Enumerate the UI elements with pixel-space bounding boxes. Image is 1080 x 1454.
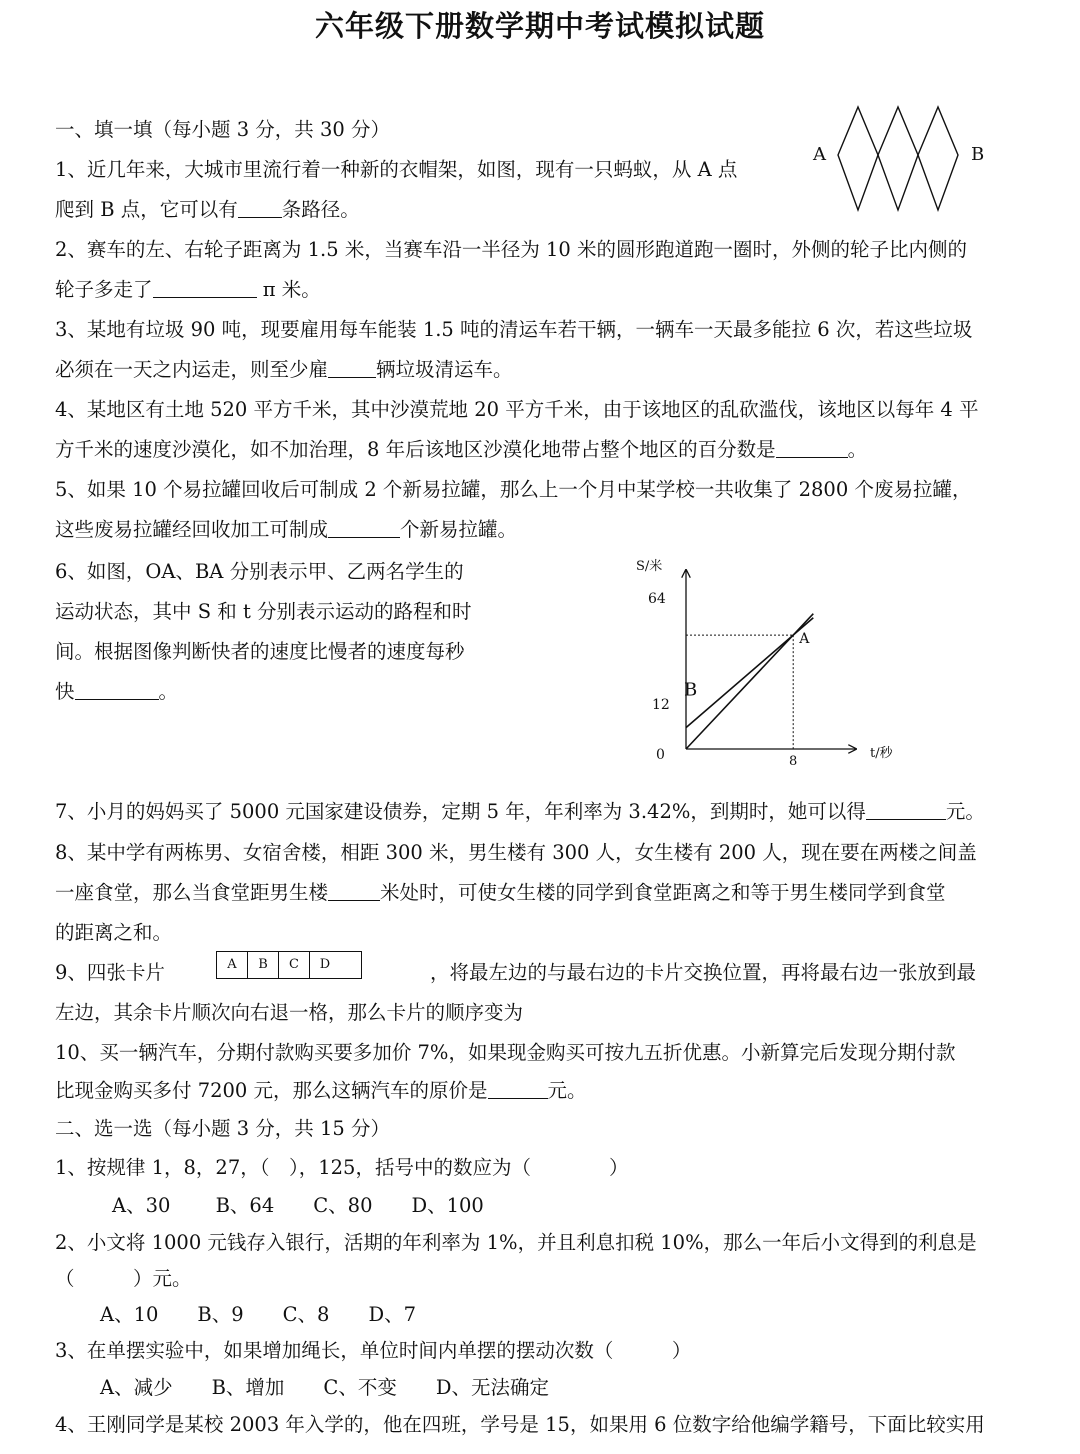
answer-blank[interactable] [153, 277, 257, 298]
choice-q1-line1: 1、按规律 1，8，27，（ ），125，括号中的数应为（ ） [55, 1156, 629, 1179]
q1-line1: 1、近几年来，大城市里流行着一种新的衣帽架，如图，现有一只蚂蚁，从 A 点 [55, 158, 738, 181]
card: A [217, 952, 248, 978]
q3-line2: 必须在一天之内运走，则至少雇 辆垃圾清运车。 [55, 358, 513, 381]
card: B [248, 952, 279, 978]
choice-q1-options[interactable]: A、30 B、64 C、80 D、100 [112, 1194, 484, 1217]
card-row [216, 951, 362, 979]
answer-blank[interactable] [328, 517, 400, 538]
y-tick-label-64: 64 [648, 591, 666, 608]
x-axis-label: t/秒 [870, 746, 893, 761]
origin-tick-label: 0 [656, 747, 665, 763]
answer-blank[interactable] [238, 197, 282, 218]
answer-blank[interactable] [328, 357, 376, 378]
q5-line2: 这些废易拉罐经回收加工可制成 个新易拉罐。 [55, 518, 518, 541]
q6-line1: 6、如图，OA、BA 分别表示甲、乙两名学生的 [55, 560, 464, 583]
q6-line2: 运动状态，其中 S 和 t 分别表示运动的路程和时 [55, 600, 472, 623]
answer-blank[interactable] [776, 437, 848, 458]
q4-line1: 4、某地区有土地 520 平方千米，其中沙漠荒地 20 平方千米，由于该地区的乱砍滥伐，该地区以每年 4 平 [55, 398, 979, 421]
answer-blank[interactable] [328, 880, 380, 901]
q2-line2: 轮子多走了 π 米。 [55, 278, 321, 301]
point-a-label: A [813, 144, 826, 165]
q5-line1: 5、如果 10 个易拉罐回收后可制成 2 个新易拉罐，那么上一个月中某学校一共收集了 2800 个废易拉罐， [55, 478, 972, 501]
q10-line1: 10、买一辆汽车，分期付款购买要多加价 7%，如果现金购买可按九五折优惠。小新算完后发现分期付款 [55, 1041, 956, 1064]
q8-line3: 的距离之和。 [55, 921, 173, 944]
q9-line2: 左边，其余卡片顺次向右退一格，那么卡片的顺序变为 [55, 1001, 524, 1024]
section2-heading: 二、选一选（每小题 3 分，共 15 分） [55, 1117, 391, 1140]
q4-line2: 方千米的速度沙漠化，如不加治理，8 年后该地区沙漠化地带占整个地区的百分数是 。 [55, 438, 868, 461]
page-title: 六年级下册数学期中考试模拟试题 [314, 9, 765, 43]
q2-line1: 2、赛车的左、右轮子距离为 1.5 米，当赛车沿一半径为 10 米的圆形跑道跑一圈时，外侧的轮子比内侧的 [55, 238, 968, 261]
coat-rack-figure [805, 100, 1005, 220]
card: D [319, 957, 331, 972]
answer-blank[interactable] [75, 679, 159, 700]
q9-line1-start: 9、四张卡片 [55, 961, 165, 984]
q8-line2: 一座食堂，那么当食堂距男生楼 米处时，可使女生楼的同学到食堂距离之和等于男生楼同学到食堂 [55, 881, 946, 904]
choice-q4-line1: 4、王刚同学是某校 2003 年入学的，他在四班，学号是 15，如果用 6 位数字给他编学籍号，下面比较实用 [55, 1413, 985, 1436]
point-b-label: B [684, 679, 698, 701]
choice-q3-options[interactable]: A、减少 B、增加 C、不变 D、无法确定 [100, 1376, 549, 1399]
q9-line1-end: ，将最左边的与最右边的卡片交换位置，再将最右边一张放到最 [430, 961, 977, 984]
x-tick-label-8: 8 [789, 754, 798, 769]
point-a-label: A [799, 631, 810, 648]
section1-heading: 一、填一填（每小题 3 分，共 30 分） [55, 118, 391, 141]
point-b-label: B [971, 144, 985, 165]
choice-q2-options[interactable]: A、10 B、9 C、8 D、7 [100, 1303, 416, 1326]
q6-line4: 快 。 [55, 680, 179, 703]
y-tick-label-12: 12 [652, 697, 670, 713]
answer-blank[interactable] [866, 799, 946, 820]
q6-line3: 间。根据图像判断快者的速度比慢者的速度每秒 [55, 640, 465, 663]
q7-line1: 7、小月的妈妈买了 5000 元国家建设债券，定期 5 年，年利率为 3.42%，到期时，她可以得 元。 [55, 800, 985, 823]
choice-q2-line2: （ ）元。 [55, 1267, 192, 1290]
choice-q3-line1: 3、在单摆实验中，如果增加绳长，单位时间内单摆的摆动次数（ ） [55, 1339, 692, 1362]
q1-line2: 爬到 B 点，它可以有 条路径。 [55, 198, 360, 221]
q10-line2: 比现金购买多付 7200 元，那么这辆汽车的原价是 元。 [55, 1079, 587, 1102]
q3-line1: 3、某地有垃圾 90 吨，现要雇用每车能装 1.5 吨的清运车若干辆，一辆车一天最多能拉 6 次，若这些垃圾 [55, 318, 973, 341]
y-axis-label: S/米 [636, 559, 663, 574]
series-ba-line [686, 618, 813, 728]
q8-line1: 8、某中学有两栋男、女宿舍楼，相距 300 米，男生楼有 300 人，女生楼有 200 人，现在要在两楼之间盖 [55, 841, 977, 864]
answer-blank[interactable] [488, 1078, 548, 1099]
card: C [279, 952, 310, 978]
choice-q2-line1: 2、小文将 1000 元钱存入银行，活期的年利率为 1%，并且利息扣税 10%，那么一年后小文得到的利息是 [55, 1231, 977, 1254]
distance-time-chart [620, 550, 920, 780]
